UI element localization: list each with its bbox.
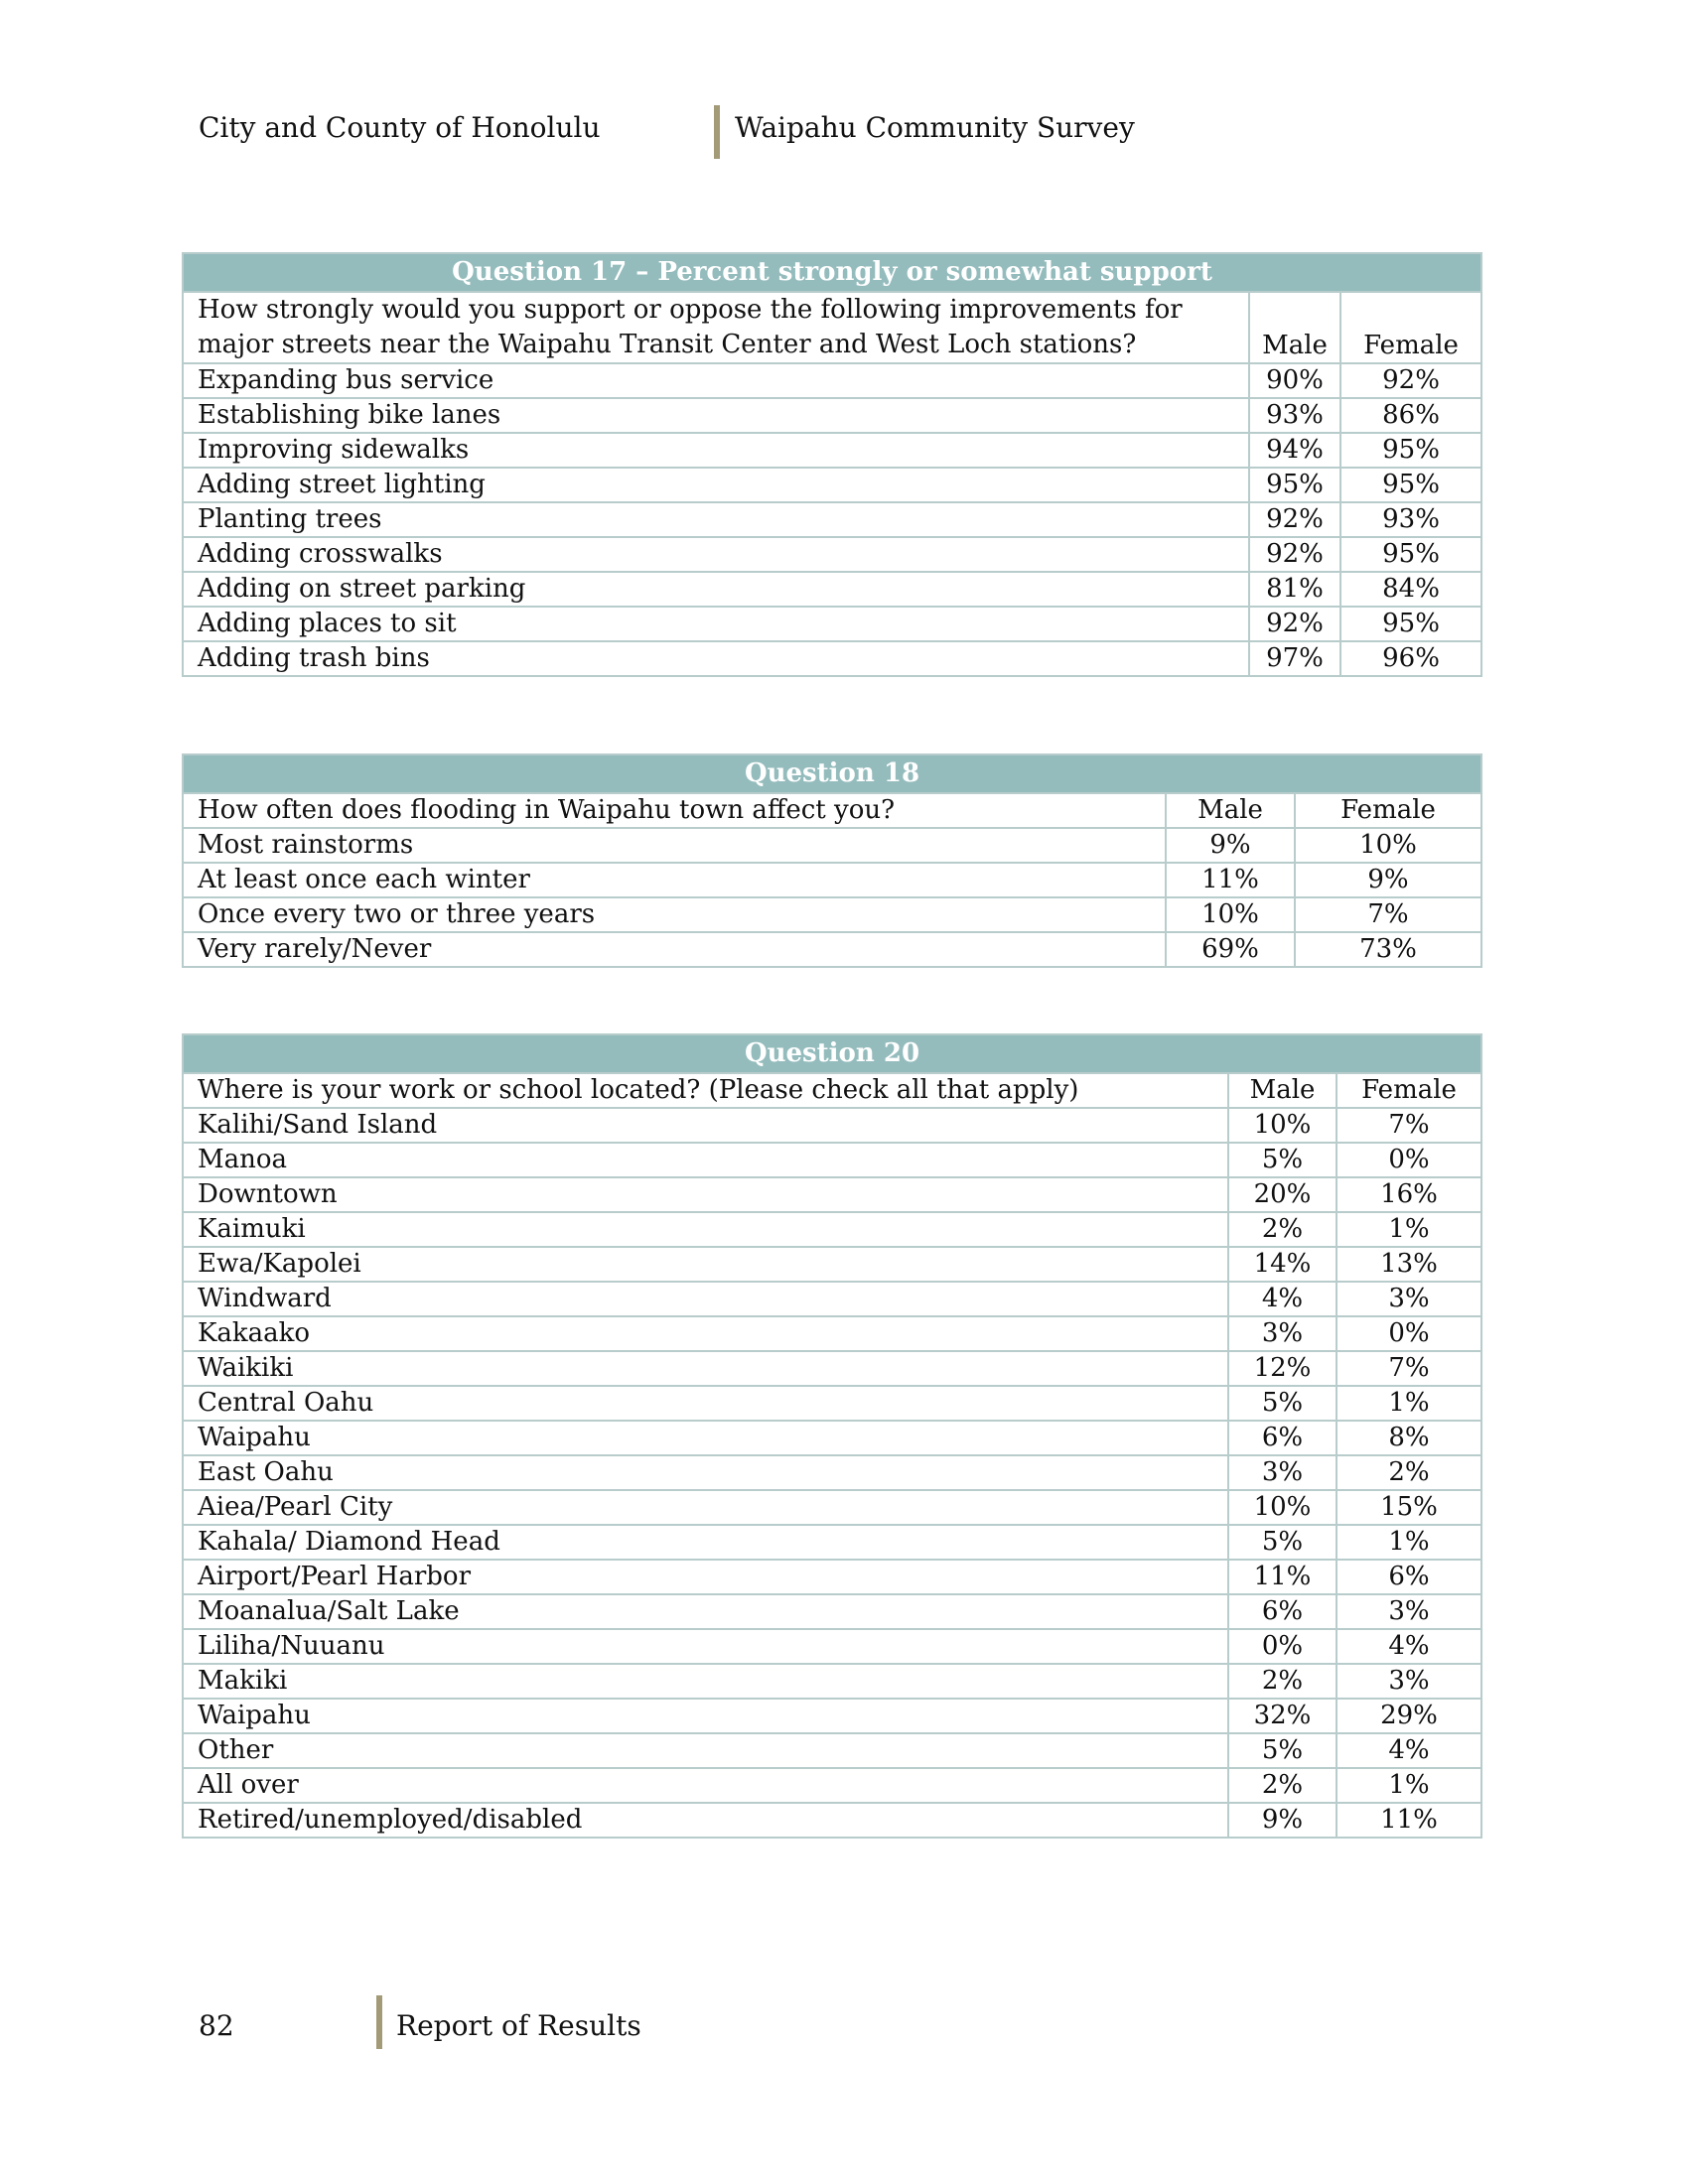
column-header-female: Female xyxy=(1340,292,1481,363)
row-label: Kahala/ Diamond Head xyxy=(183,1525,1228,1560)
female-percent: 3% xyxy=(1336,1664,1481,1699)
row-label: Waikiki xyxy=(183,1351,1228,1386)
table-body xyxy=(183,1108,1481,1838)
table-row xyxy=(183,1629,1481,1664)
table-row xyxy=(183,1525,1481,1560)
male-percent: 4% xyxy=(1228,1282,1336,1316)
column-header-female: Female xyxy=(1295,793,1481,828)
table-row xyxy=(183,863,1481,897)
row-label: Adding on street parking xyxy=(183,572,1249,607)
table-row xyxy=(183,398,1481,433)
female-percent: 15% xyxy=(1336,1490,1481,1525)
table-row xyxy=(183,1108,1481,1143)
male-percent: 5% xyxy=(1228,1143,1336,1177)
page-header xyxy=(0,105,1688,161)
female-percent: 4% xyxy=(1336,1733,1481,1768)
female-percent: 3% xyxy=(1336,1282,1481,1316)
female-percent: 0% xyxy=(1336,1316,1481,1351)
female-percent: 10% xyxy=(1295,828,1481,863)
table-row xyxy=(183,363,1481,398)
table-row xyxy=(183,1455,1481,1490)
table-row xyxy=(183,1803,1481,1838)
row-label: Retired/unemployed/disabled xyxy=(183,1803,1228,1838)
row-label: Ewa/Kapolei xyxy=(183,1247,1228,1282)
female-percent: 0% xyxy=(1336,1143,1481,1177)
table-row xyxy=(183,1699,1481,1733)
table-row xyxy=(183,502,1481,537)
female-percent: 2% xyxy=(1336,1455,1481,1490)
row-label: Downtown xyxy=(183,1177,1228,1212)
row-label: Airport/Pearl Harbor xyxy=(183,1560,1228,1594)
column-header-male: Male xyxy=(1249,292,1340,363)
row-label: At least once each winter xyxy=(183,863,1166,897)
row-label: Adding trash bins xyxy=(183,641,1249,676)
footer-divider xyxy=(376,1995,382,2049)
row-label: Kaimuki xyxy=(183,1212,1228,1247)
male-percent: 5% xyxy=(1228,1525,1336,1560)
male-percent: 93% xyxy=(1249,398,1340,433)
female-percent: 95% xyxy=(1340,433,1481,468)
male-percent: 12% xyxy=(1228,1351,1336,1386)
table-row xyxy=(183,1282,1481,1316)
male-percent: 0% xyxy=(1228,1629,1336,1664)
female-percent: 1% xyxy=(1336,1212,1481,1247)
table-row xyxy=(183,1351,1481,1386)
female-percent: 7% xyxy=(1336,1108,1481,1143)
table-row xyxy=(183,1247,1481,1282)
column-header-male: Male xyxy=(1228,1073,1336,1108)
female-percent: 84% xyxy=(1340,572,1481,607)
male-percent: 5% xyxy=(1228,1733,1336,1768)
row-label: Once every two or three years xyxy=(183,897,1166,932)
table-row xyxy=(183,1212,1481,1247)
table-row xyxy=(183,1386,1481,1421)
row-label: Aiea/Pearl City xyxy=(183,1490,1228,1525)
header-divider xyxy=(714,105,720,159)
male-percent: 14% xyxy=(1228,1247,1336,1282)
row-label: Improving sidewalks xyxy=(183,433,1249,468)
table-row xyxy=(183,1421,1481,1455)
row-label: All over xyxy=(183,1768,1228,1803)
table-body xyxy=(183,828,1481,967)
row-label: Very rarely/Never xyxy=(183,932,1166,967)
row-label: Central Oahu xyxy=(183,1386,1228,1421)
row-label: Adding crosswalks xyxy=(183,537,1249,572)
female-percent: 86% xyxy=(1340,398,1481,433)
row-label: Makiki xyxy=(183,1664,1228,1699)
row-label: Establishing bike lanes xyxy=(183,398,1249,433)
male-percent: 11% xyxy=(1228,1560,1336,1594)
row-label: Other xyxy=(183,1733,1228,1768)
male-percent: 2% xyxy=(1228,1664,1336,1699)
male-percent: 2% xyxy=(1228,1212,1336,1247)
male-percent: 20% xyxy=(1228,1177,1336,1212)
male-percent: 92% xyxy=(1249,607,1340,641)
male-percent: 10% xyxy=(1228,1490,1336,1525)
male-percent: 5% xyxy=(1228,1386,1336,1421)
female-percent: 95% xyxy=(1340,607,1481,641)
row-label: Planting trees xyxy=(183,502,1249,537)
question-20-table xyxy=(182,1033,1482,1839)
table-row xyxy=(183,1177,1481,1212)
male-percent: 81% xyxy=(1249,572,1340,607)
female-percent: 9% xyxy=(1295,863,1481,897)
male-percent: 69% xyxy=(1166,932,1295,967)
table-row xyxy=(183,1316,1481,1351)
table-row xyxy=(183,897,1481,932)
female-percent: 1% xyxy=(1336,1768,1481,1803)
row-label: Moanalua/Salt Lake xyxy=(183,1594,1228,1629)
male-percent: 95% xyxy=(1249,468,1340,502)
table-row xyxy=(183,433,1481,468)
page-footer xyxy=(0,1995,1688,2051)
male-percent: 3% xyxy=(1228,1455,1336,1490)
female-percent: 6% xyxy=(1336,1560,1481,1594)
female-percent: 95% xyxy=(1340,537,1481,572)
header-document-title: Waipahu Community Survey xyxy=(735,111,1135,144)
male-percent: 94% xyxy=(1249,433,1340,468)
row-label: East Oahu xyxy=(183,1455,1228,1490)
table-row xyxy=(183,932,1481,967)
row-label: Adding street lighting xyxy=(183,468,1249,502)
female-percent: 7% xyxy=(1336,1351,1481,1386)
male-percent: 92% xyxy=(1249,502,1340,537)
row-label: Kalihi/Sand Island xyxy=(183,1108,1228,1143)
question-text: How often does flooding in Waipahu town affect you? xyxy=(183,793,1166,828)
male-percent: 2% xyxy=(1228,1768,1336,1803)
table-title: Question 17 – Percent strongly or somewhat support xyxy=(183,253,1481,292)
column-header-male: Male xyxy=(1166,793,1295,828)
row-label: Most rainstorms xyxy=(183,828,1166,863)
column-header-female: Female xyxy=(1336,1073,1481,1108)
male-percent: 9% xyxy=(1166,828,1295,863)
male-percent: 9% xyxy=(1228,1803,1336,1838)
question-text: How strongly would you support or oppose the following improvements for major streets near the Waipahu Transit Center and West Loch stations? xyxy=(183,292,1249,363)
table-body xyxy=(183,363,1481,676)
row-label: Expanding bus service xyxy=(183,363,1249,398)
male-percent: 92% xyxy=(1249,537,1340,572)
male-percent: 6% xyxy=(1228,1594,1336,1629)
row-label: Kakaako xyxy=(183,1316,1228,1351)
table-row xyxy=(183,607,1481,641)
question-18-table xyxy=(182,753,1482,968)
female-percent: 1% xyxy=(1336,1525,1481,1560)
table-row xyxy=(183,1490,1481,1525)
page-number: 82 xyxy=(199,2009,234,2042)
female-percent: 16% xyxy=(1336,1177,1481,1212)
table-row xyxy=(183,641,1481,676)
table-row xyxy=(183,1733,1481,1768)
footer-section-title: Report of Results xyxy=(396,2009,641,2042)
female-percent: 29% xyxy=(1336,1699,1481,1733)
row-label: Liliha/Nuuanu xyxy=(183,1629,1228,1664)
question-text: Where is your work or school located? (Please check all that apply) xyxy=(183,1073,1228,1108)
female-percent: 92% xyxy=(1340,363,1481,398)
row-label: Waipahu xyxy=(183,1421,1228,1455)
female-percent: 1% xyxy=(1336,1386,1481,1421)
row-label: Waipahu xyxy=(183,1699,1228,1733)
male-percent: 97% xyxy=(1249,641,1340,676)
male-percent: 32% xyxy=(1228,1699,1336,1733)
female-percent: 3% xyxy=(1336,1594,1481,1629)
female-percent: 93% xyxy=(1340,502,1481,537)
male-percent: 10% xyxy=(1166,897,1295,932)
female-percent: 8% xyxy=(1336,1421,1481,1455)
female-percent: 4% xyxy=(1336,1629,1481,1664)
table-row xyxy=(183,1594,1481,1629)
female-percent: 11% xyxy=(1336,1803,1481,1838)
female-percent: 73% xyxy=(1295,932,1481,967)
table-row xyxy=(183,537,1481,572)
row-label: Adding places to sit xyxy=(183,607,1249,641)
header-organization: City and County of Honolulu xyxy=(199,111,601,144)
female-percent: 13% xyxy=(1336,1247,1481,1282)
table-row xyxy=(183,572,1481,607)
table-row xyxy=(183,1768,1481,1803)
table-title: Question 20 xyxy=(183,1034,1481,1073)
table-title: Question 18 xyxy=(183,754,1481,793)
male-percent: 90% xyxy=(1249,363,1340,398)
male-percent: 6% xyxy=(1228,1421,1336,1455)
male-percent: 3% xyxy=(1228,1316,1336,1351)
row-label: Manoa xyxy=(183,1143,1228,1177)
table-row xyxy=(183,1143,1481,1177)
female-percent: 95% xyxy=(1340,468,1481,502)
male-percent: 11% xyxy=(1166,863,1295,897)
male-percent: 10% xyxy=(1228,1108,1336,1143)
table-row xyxy=(183,828,1481,863)
table-row xyxy=(183,1560,1481,1594)
table-row xyxy=(183,468,1481,502)
question-17-table xyxy=(182,252,1482,677)
female-percent: 7% xyxy=(1295,897,1481,932)
female-percent: 96% xyxy=(1340,641,1481,676)
row-label: Windward xyxy=(183,1282,1228,1316)
table-row xyxy=(183,1664,1481,1699)
